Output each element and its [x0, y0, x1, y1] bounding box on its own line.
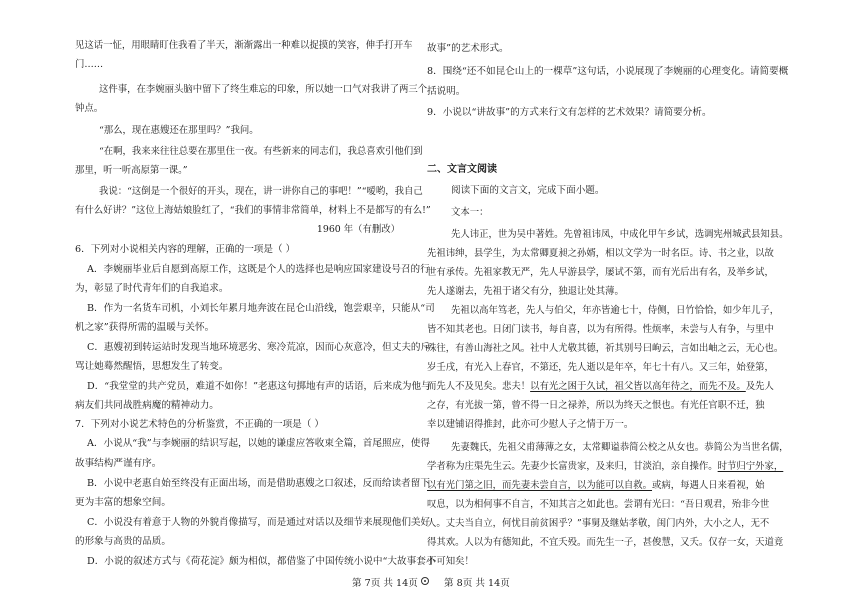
- question-6-option-c: C．惠嫂初到转运站时发现当地环境恶劣、寒冷荒凉，因而心灰意冷，但丈夫的斥: [87, 342, 431, 353]
- passage-line: 先祖讳绅，县学生，为太常卿夏昶之孙婿，相以文学为一时名臣。诗、书之业，以故: [427, 248, 774, 259]
- passage-line: 幸以建铺诏得推封，此亦可少慰人子之情于万一。: [427, 419, 634, 430]
- story-line: “在啊，我来来往往总要在那里住一夜。有些新来的同志们，我总喜欢引他们到: [99, 146, 423, 157]
- question-7-option-c-cont: 的形象与高贵的品质。: [75, 536, 171, 547]
- question-7-option-b-cont: 更为丰富的想象空间。: [75, 497, 171, 508]
- passage-line: 皆不知其老也。日闭门读书，每自喜，以为有所得。性烦率，未尝与人有争，与里中: [427, 324, 774, 335]
- passage-line: 先祖以高年笃老，先人与伯父，年亦皆逾七十，侍侧，日竹恰恰，如少年儿子，: [451, 305, 780, 316]
- question-7-stem: 7．下列对小说艺术特色的分析鉴赏，不正确的一项是（ ）: [75, 419, 324, 430]
- question-6-stem: 6．下列对小说相关内容的理解，正确的一项是（ ）: [75, 244, 296, 255]
- question-6-option-a: A．李婉丽毕业后自愿到高原工作，这既是个人的选择也是响应国家建设号召的行: [87, 264, 430, 275]
- passage-line: 先妻魏氏，先祖父甫薄薄之女，太常卿谥恭简公校之从女也。恭简公为当世名儒，: [451, 442, 789, 453]
- question-7-option-c: C．小说没有着意于人物的外貌肖像描写，而是通过对话以及细节来展现他们美好: [87, 517, 431, 528]
- question-7-option-d-cont: 故事”的艺术形式。: [427, 43, 509, 54]
- question-7-option-b: B．小说中老惠自始至终没有正面出场，而是借助惠嫂之口叙述，反而给读者留下: [87, 478, 430, 489]
- underlined-sentence: 以有光门第之旧，而先妻未尝自言，以为能可以自救。: [427, 480, 653, 491]
- question-6-option-c-cont: 骂让她蓦然醒悟，思想发生了转变。: [75, 361, 229, 372]
- story-line: 钟点。: [75, 103, 104, 114]
- story-line: 这件事，在李婉丽头脑中留下了终生难忘的印象，所以她一口气对我讲了两三个: [99, 84, 428, 95]
- section-instruction: 阅读下面的文言文，完成下面小题。: [451, 185, 605, 196]
- passage-line: 先人遂谢去，先祖于诸父有分，独退让处其薄。: [427, 286, 624, 297]
- question-6-option-d-cont: 病友们共同战胜病魔的精神动力。: [75, 400, 219, 411]
- question-6-option-d: D．“我堂堂的共产党员，难道不如你！”老惠这句掷地有声的话语，后来成为他与: [87, 381, 431, 392]
- passage-line: 得其欢。人以为有德知此，不宜夭殁。而先生一子，甚俊慧，又夭。仅存一女，天道竟: [427, 537, 784, 548]
- question-8-stem-cont: 括说明。: [427, 86, 466, 97]
- passage-line: [427, 460, 783, 473]
- question-6-option-b: B．作为一名货车司机，小刘长年累月地奔波在昆仑山沿线，饱尝艰辛，只能从“司: [87, 303, 435, 314]
- passage-line: 人。丈夫当自立，何忧目前贫困乎？”事舅及继姑孝敬，闺门内外，大小之人，无不: [427, 518, 770, 529]
- passage-line: [427, 380, 774, 393]
- right-page-number: 第 8页 共 14页: [444, 578, 510, 589]
- question-7-option-d: D．小说的叙述方式与《荷花淀》颇为相似，都借鉴了中国传统小说中“大故事套小: [87, 556, 436, 567]
- story-line: 有什么好讲？”这位上海姑娘脸红了，“我们的事情非常简单，材料上不是都写的有么!”: [75, 205, 431, 216]
- passage-text: 而先人不及见矣。悲夫！: [427, 381, 531, 392]
- question-8-stem: 8．围绕“还不如昆仑山上的一棵草”这句话，小说展现了李婉丽的心理变化。请简要概: [427, 66, 789, 77]
- passage-line: 之存，有光拔一第，曾不得一日之禄养，所以为终天之恨也。有光任官职不迁，独: [427, 400, 765, 411]
- left-page-number: 第 7页 共 14页: [352, 578, 418, 589]
- question-9-stem: 9．小说以“讲故事”的方式来行文有怎样的艺术效果？请简要分析。: [427, 107, 712, 118]
- question-7-option-a: A．小说从“我”与李婉丽的结识写起，以她的谦虚应答收束全篇，首尾照应，使得: [87, 438, 430, 449]
- story-line: 那里，听一听高原第一课。”: [75, 165, 188, 176]
- passage-text: 或病，每遇人日来看视，始: [652, 480, 765, 491]
- question-6-option-a-cont: 为，彰显了时代青年们的自我追求。: [75, 283, 229, 294]
- passage-line: 叹息，以为相何事不自言，不知其言之如此也。尝谓有光曰：“吾日观君，殆非今世: [427, 499, 770, 510]
- passage-line: 世有承传。先祖家教无严，先人早游县学，屡试不第，而有光后出有名，及举乡试，: [427, 267, 774, 278]
- passage-text: 及先人: [745, 381, 774, 392]
- question-7-option-a-cont: 故事结构严谨有序。: [75, 458, 162, 469]
- underlined-sentence: 以有光之困于久试，祖父皆以高年待之，而先不及。: [530, 381, 746, 392]
- underlined-sentence: 时节归宁外家，: [717, 461, 784, 472]
- passage-line: [427, 479, 765, 492]
- passage-line: 先人讳正，世为吴中著姓。先曾祖讳凤，中成化甲午乡试，选调宪州城武县知县。: [451, 229, 789, 240]
- story-date-signature: 1960 年（有删改）: [316, 224, 400, 235]
- passage-text: 学者称为庄渠先生云。先妻少长富贵家，及来归，甘淡泊，亲自操作。: [427, 461, 718, 472]
- story-line: “那么，现在惠嫂还在那里吗？”我问。: [99, 125, 259, 136]
- passage-line: 殊往，有善山海社之风。社中人尤敬其德，祈其别号曰岣云，言如出岫之云，无心也。: [427, 343, 784, 354]
- story-line: 见这话一怔，用眼睛盯住我看了半天，渐渐露出一种难以捉摸的笑容，伸手打开车: [75, 40, 413, 51]
- text-label: 文本一：: [451, 207, 489, 218]
- section-title: 二、文言文阅读: [427, 164, 497, 175]
- passage-line: 不可知矣！: [427, 556, 474, 567]
- passage-line: 岁壬戌，有光入上春官，不第还，先人逝以是年卒，年七十有八。又三年，始登第，: [427, 362, 774, 373]
- question-6-option-b-cont: 机之家”获得所需的温暖与关怀。: [75, 322, 215, 333]
- circle-divider-icon: [421, 577, 429, 585]
- story-line: 门……: [75, 59, 104, 70]
- story-line: 我说：“这倒是一个很好的开头，现在，讲一讲你自己的事吧！”“嗳哟，我自己: [99, 186, 423, 197]
